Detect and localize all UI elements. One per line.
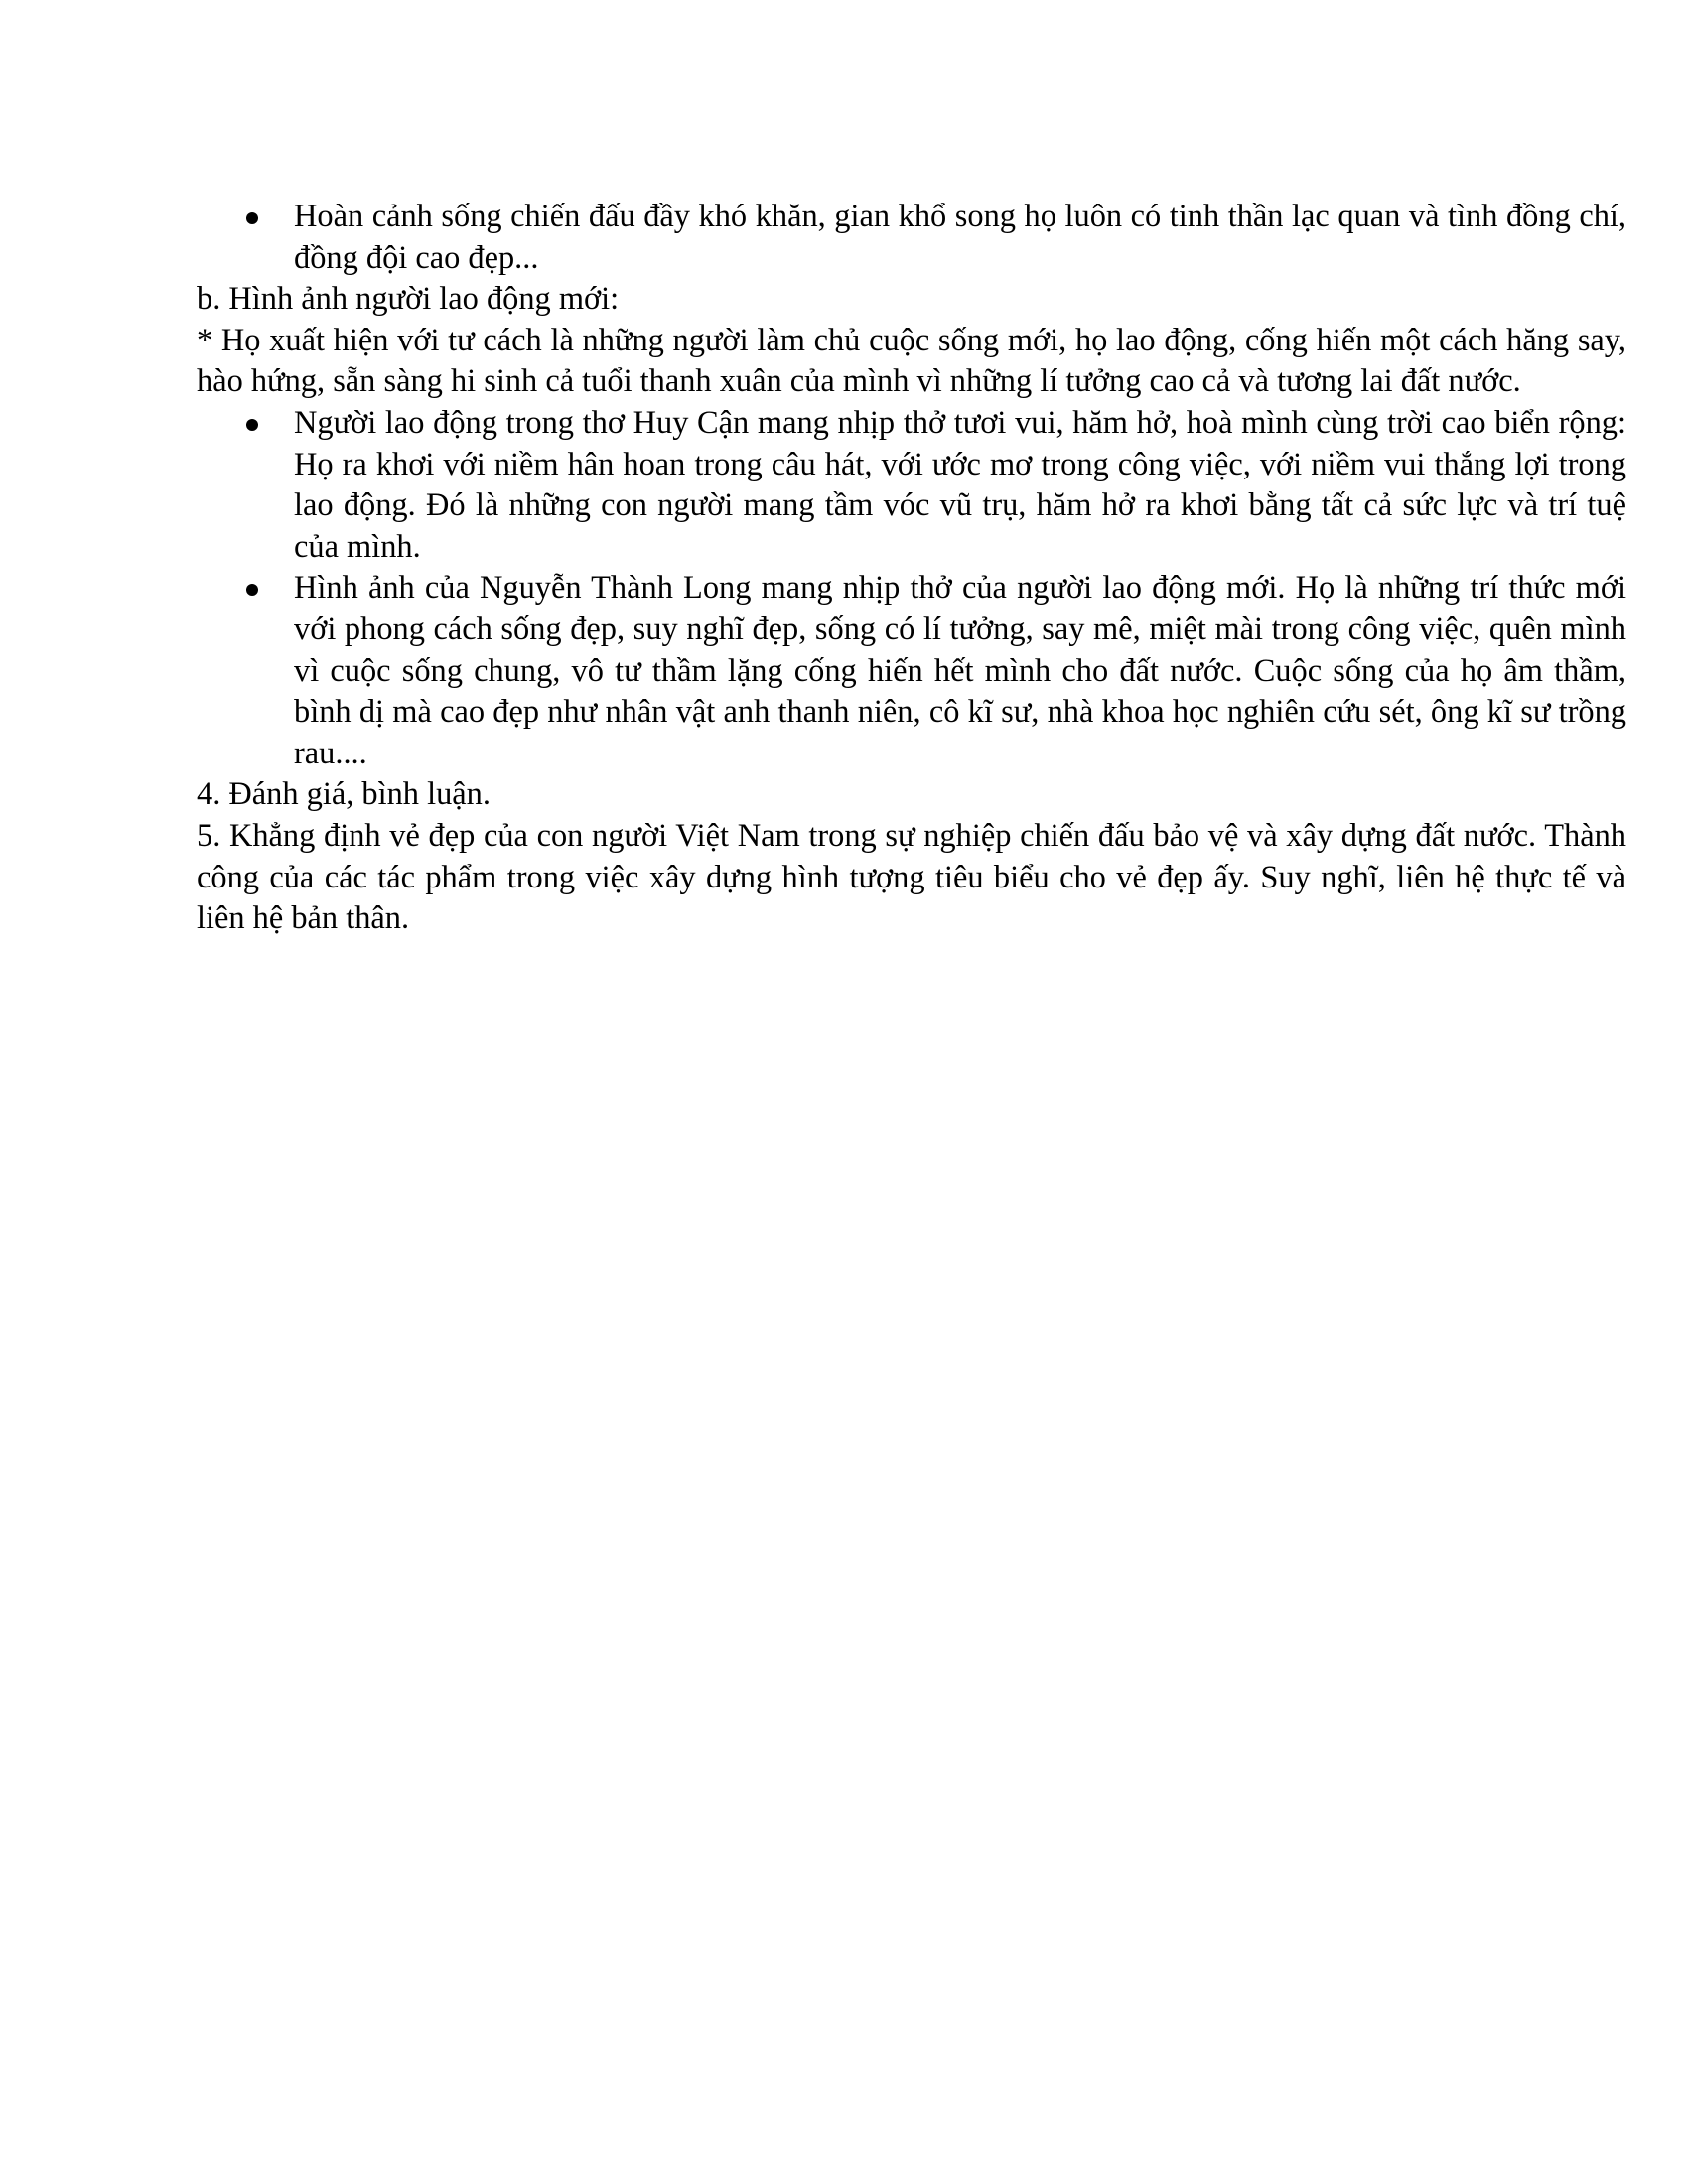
bullet-icon bbox=[246, 419, 258, 431]
point-5: 5. Khẳng định vẻ đẹp của con người Việt Nam trong sự nghiệp chiến đấu bảo vệ và xây dựng đất nước. Thành công của các tác phẩm trong việc xây dựng hình tượng tiêu biểu cho vẻ đẹp ấy. Suy nghĩ, liên hệ thực tế và liên hệ bản thân. bbox=[197, 817, 1626, 937]
bullet-icon bbox=[246, 584, 258, 596]
bullet-list-b bbox=[197, 403, 1626, 774]
section-b-heading: b. Hình ảnh người lao động mới: bbox=[197, 281, 620, 318]
document-body bbox=[197, 197, 1626, 940]
bullet-text: Hoàn cảnh sống chiến đấu đầy khó khăn, gian khổ song họ luôn có tinh thần lạc quan và tình đồng chí, đồng đội cao đẹp... bbox=[294, 199, 1626, 276]
bullet-icon bbox=[246, 212, 258, 224]
list-item bbox=[197, 197, 1626, 279]
bullet-list-top bbox=[197, 197, 1626, 279]
section-b-intro: * Họ xuất hiện với tư cách là những người làm chủ cuộc sống mới, họ lao động, cống hiến một cách hăng say, hào hứng, sẵn sàng hi sinh cả tuổi thanh xuân của mình vì những lí tưởng cao cả và tương lai đất nước. bbox=[197, 322, 1626, 400]
bullet-text: Hình ảnh của Nguyễn Thành Long mang nhịp thở của người lao động mới. Họ là những trí thức mới với phong cách sống đẹp, suy nghĩ đẹp, sống có lí tưởng, say mê, miệt mài trong công việc, quên mình vì cuộc sống chung, vô tư thầm lặng cống hiến hết mình cho đất nước. Cuộc sống của họ âm thầm, bình dị mà cao đẹp như nhân vật anh thanh niên, cô kĩ sư, nhà khoa học nghiên cứu sét, ông kĩ sư trồng rau.... bbox=[294, 570, 1626, 771]
bullet-text: Người lao động trong thơ Huy Cận mang nhịp thở tươi vui, hăm hở, hoà mình cùng trời cao biển rộng: Họ ra khơi với niềm hân hoan trong câu hát, với ước mơ trong công việc, với niềm vui thắng lợi trong lao động. Đó là những con người mang tầm vóc vũ trụ, hăm hở ra khơi bằng tất cả sức lực và trí tuệ của mình. bbox=[294, 404, 1626, 565]
list-item bbox=[197, 403, 1626, 568]
point-4: 4. Đánh giá, bình luận. bbox=[197, 776, 491, 813]
list-item bbox=[197, 568, 1626, 774]
